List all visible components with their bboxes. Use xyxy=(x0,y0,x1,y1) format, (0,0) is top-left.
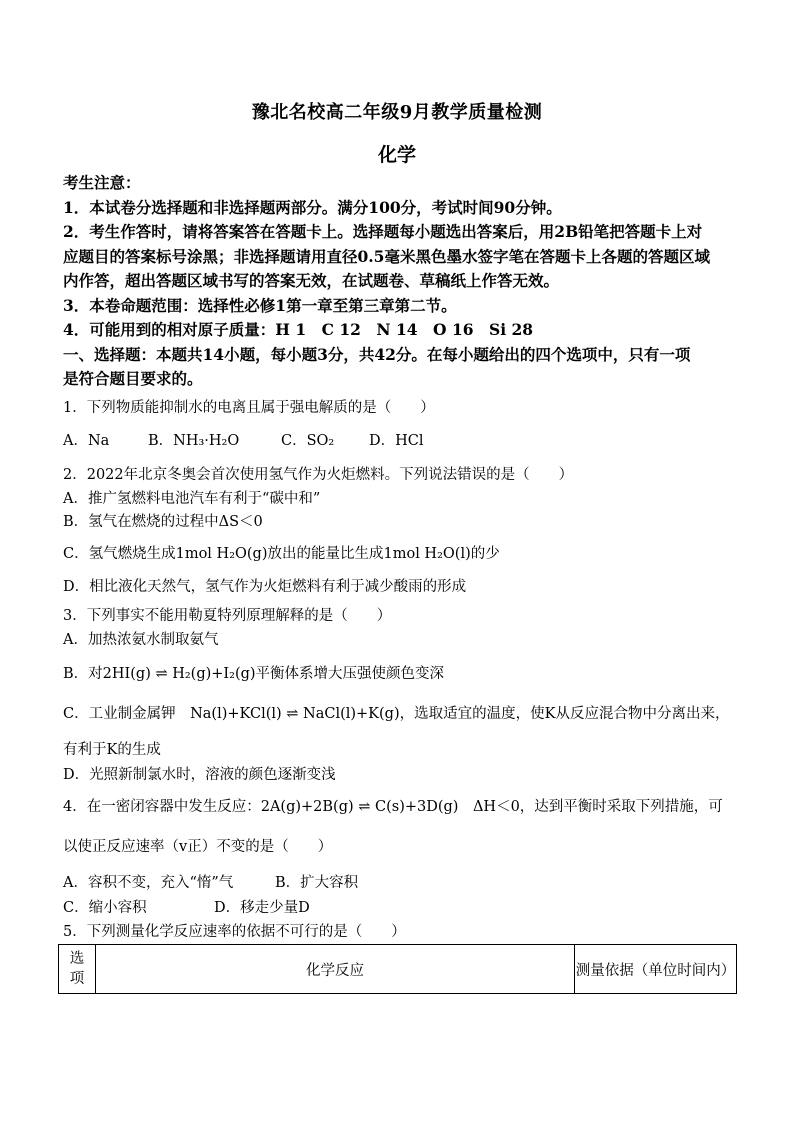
table-header-option-line-2: 项 xyxy=(69,971,85,987)
question-4-options-row-2 xyxy=(63,898,743,918)
q1-option-d: D．HCl xyxy=(369,433,424,449)
question-4-stem-line-1: 4．在一密闭容器中发生反应：2A(g)+2B(g) ⇌ C(s)+3D(g) ΔH＜0，达到平衡时采取下列措施，可 xyxy=(63,799,723,815)
question-5 xyxy=(63,922,743,942)
q4-option-b: B．扩大容积 xyxy=(275,875,359,891)
q2-option-b: B．氢气在燃烧的过程中ΔS＜0 xyxy=(63,514,263,530)
table-header-option xyxy=(59,945,96,993)
q4-option-d: D．移走少量D xyxy=(214,900,310,916)
question-4-options-row-1 xyxy=(63,873,743,893)
question-1-options xyxy=(63,431,743,451)
exam-notice xyxy=(63,171,735,392)
question-4 xyxy=(63,797,743,857)
question-5-stem: 5．下列测量化学反应速率的依据不可行的是（ ） xyxy=(63,924,406,940)
question-1-stem: 1．下列物质能抑制水的电离且属于强电解质的是（ ） xyxy=(63,400,435,416)
question-2-stem: 2．2022年北京冬奥会首次使用氢气作为火炬燃料。下列说法错误的是（ ） xyxy=(63,467,574,483)
notice-item-1: 1．本试卷分选择题和非选择题两部分。满分100分，考试时间90分钟。 xyxy=(63,197,562,217)
table-header-option-line-1: 选 xyxy=(69,951,85,967)
table-header-reaction: 化学反应 xyxy=(96,945,575,993)
notice-heading: 考生注意： xyxy=(63,173,141,192)
notice-item-4: 4．可能用到的相对原子质量：H 1 C 12 N 14 O 16 Si 28 xyxy=(63,320,534,339)
exam-title: 豫北名校高二年级9月教学质量检测 xyxy=(251,102,543,123)
q1-option-c: C．SO₂ xyxy=(281,433,335,449)
question-3 xyxy=(63,606,743,785)
q2-option-c: C．氢气燃烧生成1mol H₂O(g)放出的能量比生成1mol H₂O(l)的少 xyxy=(63,546,500,562)
q4-option-c: C．缩小容积 xyxy=(63,900,147,916)
q1-option-b: B．NH₃·H₂O xyxy=(148,433,240,449)
q3-option-c-line-2: 有利于K的生成 xyxy=(63,742,161,758)
q3-option-c-line-1: C．工业制金属钾 Na(l)+KCl(l) ⇌ NaCl(l)+K(g)，选取适宜的温度，使K从反应混合物中分离出来， xyxy=(63,706,730,722)
question-1 xyxy=(63,398,743,418)
question-5-table xyxy=(58,944,737,994)
question-4-stem-line-2: 以使正反应速率（v正）不变的是（ ） xyxy=(63,839,333,855)
question-2 xyxy=(63,465,743,597)
section-heading-line-2: 是符合题目要求的。 xyxy=(63,369,203,388)
q1-option-a: A．Na xyxy=(63,433,110,449)
q3-option-b: B．对2HI(g) ⇌ H₂(g)+I₂(g)平衡体系增大压强使颜色变深 xyxy=(63,666,445,682)
notice-item-2-line-3: 内作答，超出答题区域书写的答案无效，在试题卷、草稿纸上作答无效。 xyxy=(63,271,560,290)
notice-item-2-line-2: 应题目的答案标号涂黑；非选择题请用直径0.5毫米黑色墨水签字笔在答题卡上各题的答题区域 xyxy=(63,246,710,266)
subject-heading: 化学 xyxy=(377,144,416,166)
section-heading-line-1: 一、选择题：本题共14小题，每小题3分，共42分。在每小题给出的四个选项中，只有一项 xyxy=(63,344,691,364)
q2-option-d: D．相比液化天然气，氢气作为火炬燃料有利于减少酸雨的形成 xyxy=(63,579,467,595)
q2-option-a: A．推广氢燃料电池汽车有利于“碳中和” xyxy=(63,491,321,507)
q3-option-d: D．光照新制氯水时，溶液的颜色逐渐变浅 xyxy=(63,767,336,783)
table-header-basis: 测量依据（单位时间内） xyxy=(575,962,736,979)
notice-item-2-line-1: 2．考生作答时，请将答案答在答题卡上。选择题每小题选出答案后，用2B铅笔把答题卡上对 xyxy=(63,222,703,241)
question-3-stem: 3．下列事实不能用勒夏特列原理解释的是（ ） xyxy=(63,608,392,624)
notice-item-3: 3．本卷命题范围：选择性必修1第一章至第三章第二节。 xyxy=(63,295,457,315)
q3-option-a: A．加热浓氨水制取氨气 xyxy=(63,632,219,648)
q4-option-a: A．容积不变，充入“惰”气 xyxy=(63,875,234,891)
